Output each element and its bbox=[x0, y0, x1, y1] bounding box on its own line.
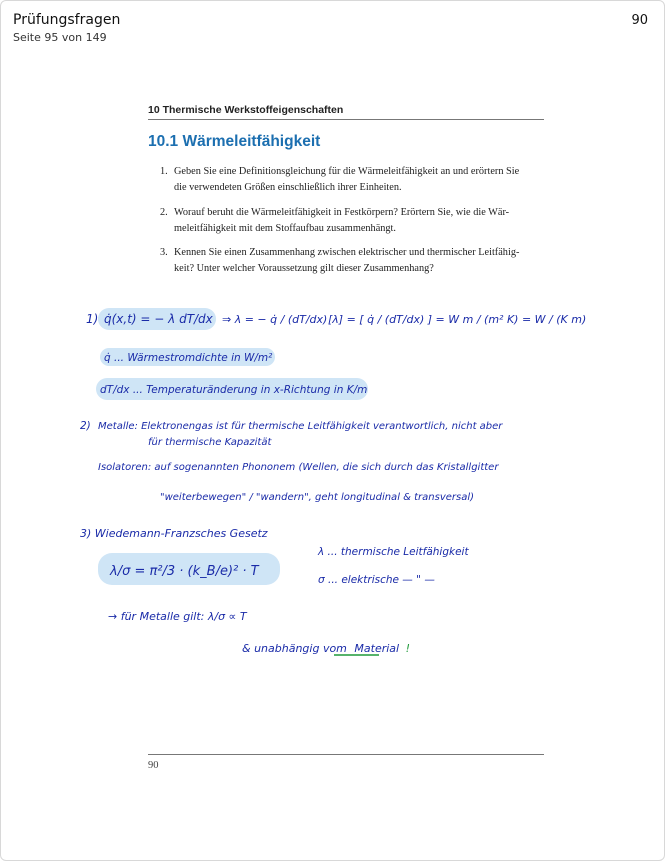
lambda-definition: λ ... thermische Leitfähigkeit bbox=[318, 546, 469, 558]
page-indicator: Seite 95 von 149 bbox=[13, 31, 107, 44]
qdot-definition: q̇ ... Wärmestromdichte in W/m² bbox=[104, 352, 273, 364]
running-head: 10 Thermische Werkstoffeigenschaften bbox=[148, 104, 344, 116]
question-line-1: Geben Sie eine Definitionsgleichung für die Wärmeleitfähigkeit an und erörtern Sie bbox=[174, 166, 520, 177]
fourier-equation: q̇(x,t) = − λ dT/dx bbox=[104, 312, 213, 326]
sigma-definition: σ ... elektrische — " — bbox=[318, 574, 435, 586]
insulators-line-2: "weiterbewegen" / "wandern", geht longitudinal & transversal) bbox=[160, 492, 475, 503]
section-title: 10.1 Wärmeleitfähigkeit bbox=[148, 133, 321, 150]
gradient-definition: dT/dx ... Temperaturänderung in x-Richtung in K/m bbox=[100, 384, 368, 396]
question-line-2: die verwendeten Größen einschließlich ihrer Einheiten. bbox=[174, 182, 402, 193]
material-independence bbox=[242, 642, 410, 655]
document-title: Prüfungsfragen bbox=[13, 12, 121, 28]
metals-proportionality: → für Metalle gilt: λ/σ ∝ T bbox=[108, 610, 247, 623]
footer-page-number: 90 bbox=[148, 760, 159, 771]
material-word: Material bbox=[354, 642, 400, 655]
answer-2-label: 2) bbox=[80, 420, 91, 432]
lambda-rearranged: ⇒ λ = − q̇ / (dT/dx) bbox=[222, 313, 328, 326]
question-line-1: Kennen Sie einen Zusammenhang zwischen elektrischer und thermischer Leitfähig- bbox=[174, 247, 520, 258]
page-number: 90 bbox=[631, 13, 648, 28]
answer-3-label: 3) Wiedemann-Franzsches Gesetz bbox=[80, 527, 268, 540]
question-number: 1. bbox=[160, 166, 168, 177]
question-number: 3. bbox=[160, 247, 168, 258]
metals-line-2: für thermische Kapazität bbox=[148, 437, 272, 448]
question-line-2: meleitfähigkeit mit dem Stoffaufbau zusammenhängt. bbox=[174, 223, 396, 234]
wiedemann-franz-formula: λ/σ = π²/3 · (k_B/e)² · T bbox=[110, 564, 259, 579]
material-independence-prefix: & unabhängig vom bbox=[242, 642, 347, 655]
question-line-2: keit? Unter welcher Voraussetzung gilt dieser Zusammenhang? bbox=[174, 263, 434, 274]
insulators-line-1: Isolatoren: auf sogenannten Phononem (Wellen, die sich durch das Kristallgitter bbox=[98, 462, 499, 473]
answer-1-label: 1) bbox=[86, 312, 99, 326]
metals-line-1: Metalle: Elektronengas ist für thermische Leitfähigkeit verantwortlich, nicht aber bbox=[98, 421, 503, 432]
question-line-1: Worauf beruht die Wärmeleitfähigkeit in Festkörpern? Erörtern Sie, wie die Wär- bbox=[174, 207, 510, 218]
footer-rule bbox=[148, 754, 544, 755]
exclamation-mark: ! bbox=[405, 642, 411, 655]
question-number: 2. bbox=[160, 207, 168, 218]
lambda-units: [λ] = [ q̇ / (dT/dx) ] = W m / (m² K) = W / (K m) bbox=[328, 313, 587, 326]
